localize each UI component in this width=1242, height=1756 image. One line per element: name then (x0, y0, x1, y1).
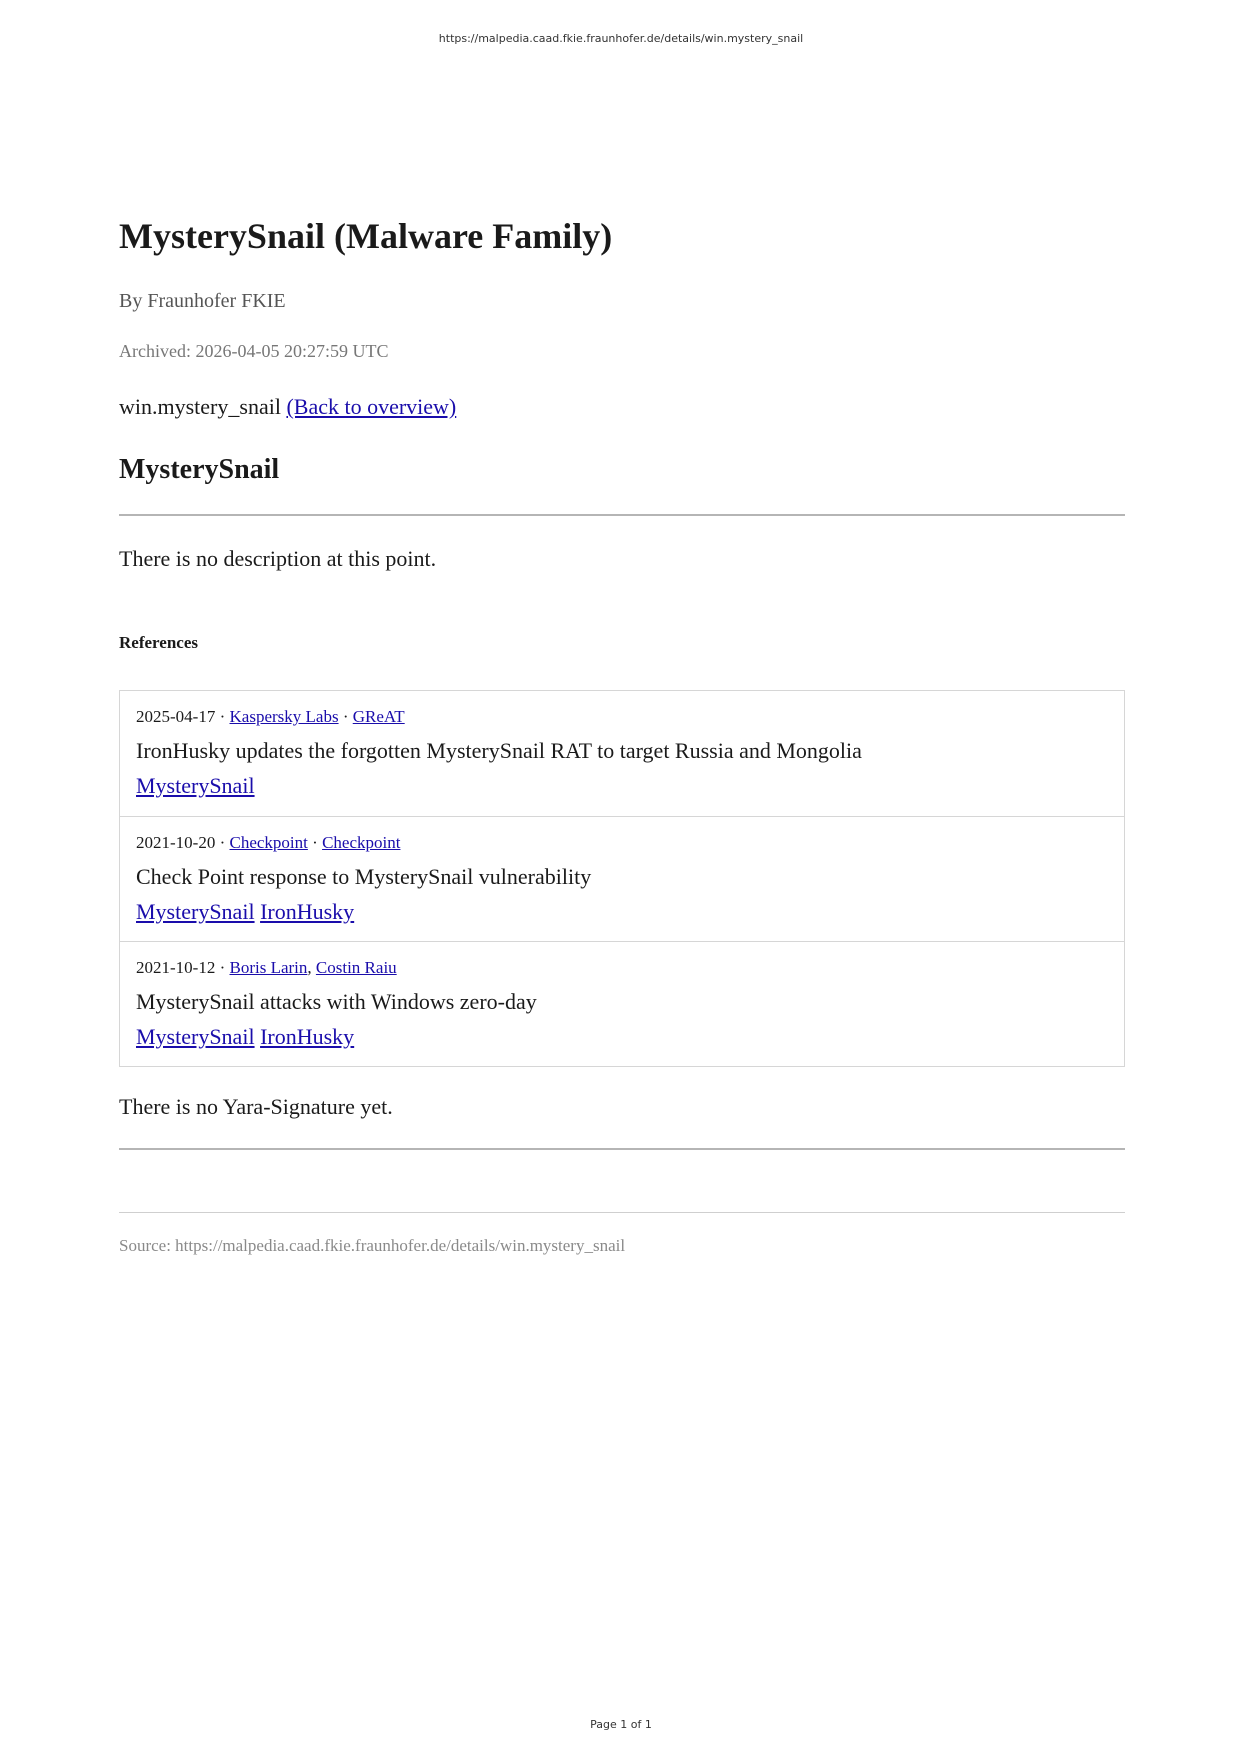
reference-author-link[interactable]: Costin Raiu (315, 958, 397, 977)
reference-tags (136, 1022, 1108, 1052)
family-identifier-line (119, 392, 456, 422)
meta-separator: · (215, 707, 230, 726)
section-title: MysterySnail (119, 454, 280, 485)
reference-row (120, 816, 1124, 941)
meta-separator: · (307, 833, 323, 852)
author-line: By Fraunhofer FKIE (119, 290, 286, 312)
reference-date: 2021-10-12 (136, 958, 216, 977)
reference-tags (136, 897, 1108, 927)
reference-source-link[interactable]: Checkpoint (229, 833, 308, 852)
description-text: There is no description at this point. (119, 546, 437, 571)
section-divider (119, 514, 1125, 516)
meta-separator: · (215, 958, 230, 977)
references-table (119, 690, 1125, 1067)
family-identifier: win.mystery_snail (119, 394, 281, 419)
family-tag-link[interactable]: IronHusky (260, 899, 355, 924)
family-tag-link[interactable]: MysterySnail (136, 1024, 255, 1049)
reference-date: 2025-04-17 (136, 707, 216, 726)
reference-meta (136, 956, 1108, 980)
meta-separator: · (215, 833, 230, 852)
reference-date: 2021-10-20 (136, 833, 216, 852)
page-title: MysterySnail (Malware Family) (119, 216, 613, 256)
reference-tags (136, 771, 1108, 801)
meta-separator: · (338, 707, 353, 726)
reference-meta (136, 831, 1108, 855)
source-line: Source: https://malpedia.caad.fkie.fraunhofer.de/details/win.mystery_snail (119, 1236, 626, 1255)
header-url: https://malpedia.caad.fkie.fraunhofer.de/details/win.mystery_snail (438, 32, 804, 45)
reference-title: MysterySnail attacks with Windows zero-day (136, 989, 537, 1014)
yara-note: There is no Yara-Signature yet. (119, 1094, 393, 1119)
reference-author-link[interactable]: Boris Larin (229, 958, 308, 977)
reference-source-link[interactable]: Kaspersky Labs (229, 707, 339, 726)
family-tag-link[interactable]: IronHusky (260, 1024, 355, 1049)
section-divider (119, 1148, 1125, 1150)
reference-meta (136, 705, 1108, 729)
meta-separator: , (307, 958, 316, 977)
footer-divider (119, 1212, 1125, 1213)
reference-row (120, 691, 1124, 816)
reference-title: IronHusky updates the forgotten MysterySnail RAT to target Russia and Mongolia (136, 738, 862, 763)
references-heading: References (119, 633, 198, 652)
back-to-overview-link[interactable]: (Back to overview) (286, 394, 457, 419)
reference-source-link[interactable]: Checkpoint (322, 833, 401, 852)
reference-source-link[interactable]: GReAT (352, 707, 405, 726)
page-number: Page 1 of 1 (590, 1718, 652, 1731)
family-tag-link[interactable]: MysterySnail (136, 899, 255, 924)
family-tag-link[interactable]: MysterySnail (136, 773, 255, 798)
archived-timestamp: Archived: 2026-04-05 20:27:59 UTC (119, 341, 389, 361)
reference-title: Check Point response to MysterySnail vulnerability (136, 864, 592, 889)
reference-row (120, 941, 1124, 1066)
